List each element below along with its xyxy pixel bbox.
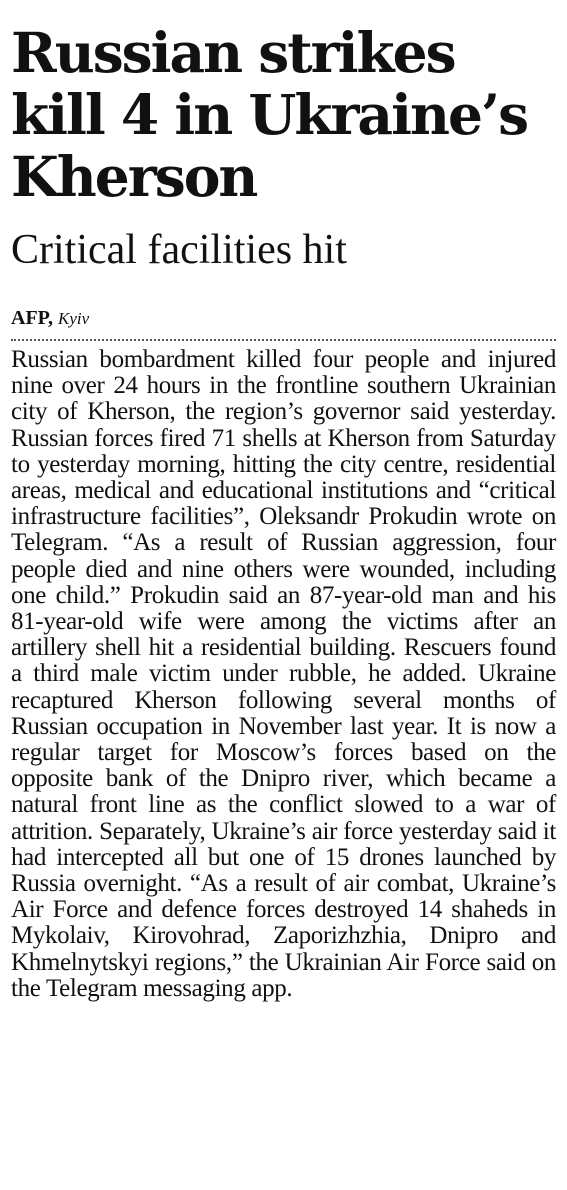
- article-body: Russian bombardment killed four people and injured nine over 24 hours in the frontline southern Ukrainian city of Kherson, the region’s governor said yesterday. Russian forces fired 71 shells at Kherson from Saturday to yesterday morning, hitting the city centre, residential areas, medical and educational institutions and “critical infrastructure facilities”, Oleksandr Prokudin wrote on Telegram. “As a result of Russian aggression, four people died and nine others were wounded, including one child.” Prokudin said an 87-year-old man and his 81-year-old wife were among the victims after an artillery shell hit a residential building. Rescuers found a third male victim under rubble, he added. Ukraine recaptured Kherson following several months of Russian occupation in November last year. It is now a regular target for Moscow’s forces based on the opposite bank of the Dnipro river, which became a natural front line as the conflict slowed to a war of attrition. Separately, Ukraine’s air force yesterday said it had intercepted all but one of 15 drones launched by Russia overnight. “As a result of air combat, Ukraine’s Air Force and defence forces destroyed 14 shaheds in Mykolaiv, Kirovohrad, Zaporizhzhia, Dnipro and Khmelnytskyi regions,” the Ukrainian Air Force said on the Telegram messaging app.: [11, 346, 556, 1002]
- dotted-divider: [11, 339, 556, 341]
- byline-location: Kyiv: [58, 309, 90, 328]
- byline: [11, 306, 556, 331]
- headline: Russian strikes kill 4 in Ukraine’s Kherson: [11, 20, 528, 209]
- byline-agency: AFP,: [11, 307, 54, 329]
- subheadline: Critical facilities hit: [11, 227, 347, 273]
